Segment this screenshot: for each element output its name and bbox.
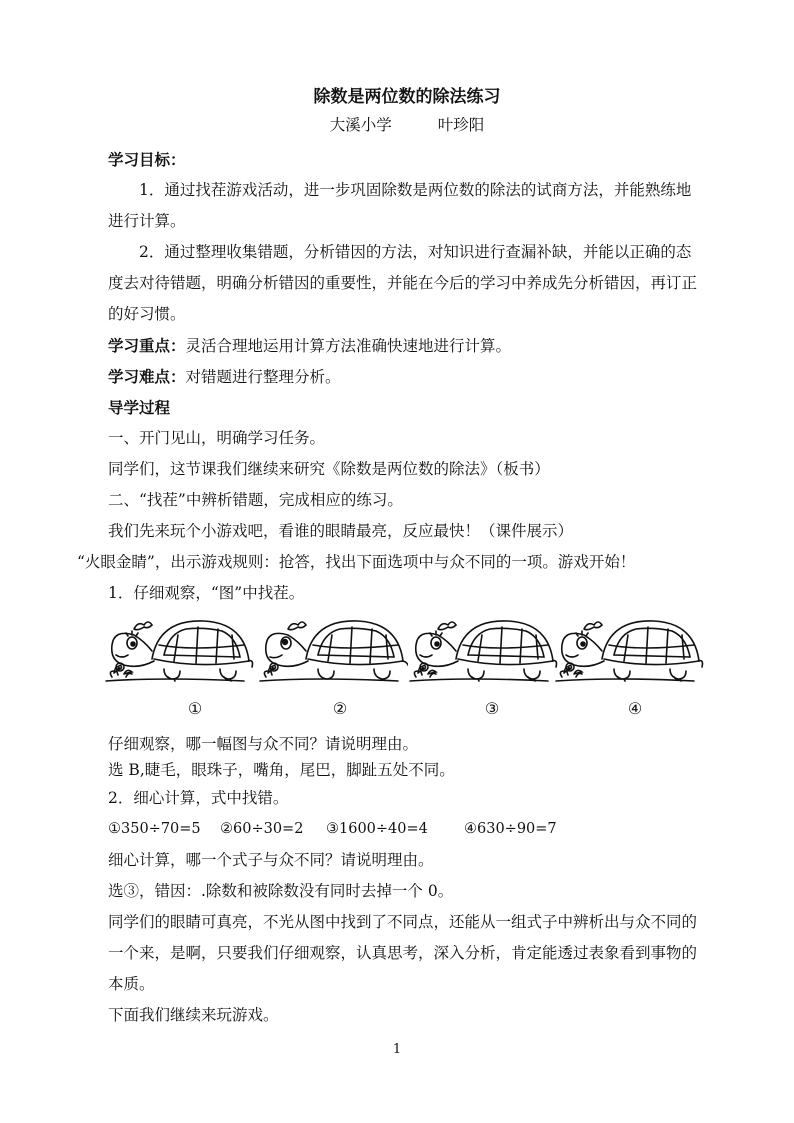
section-1-text: 同学们，这节课我们继续来研究《除数是两位数的除法》（板书） (108, 460, 550, 478)
author-name: 叶珍阳 (437, 116, 485, 134)
goal-item-2: 2．通过整理收集错题，分析错因的方法，对知识进行查漏补缺，并能以正确的态度去对待错题，明确分析错因的重要性，并能在今后的学习中养成先分析错因，再订正的好习惯。 (108, 243, 698, 323)
formula-1: ①350÷70=5 (108, 821, 201, 837)
turtle-icon-3 (408, 611, 558, 691)
difficulty-text: 对错题进行整理分析。 (185, 368, 341, 386)
task-1-answer: 选 B,睫毛，眼珠子，嘴角，尾巴，脚趾五处不同。 (108, 761, 455, 779)
author-line (108, 110, 706, 140)
section-2-heading: 二、“找茬”中辨析错题，完成相应的练习。 (108, 491, 403, 509)
task-2-question: 细心计算，哪一个式子与众不同？请说明理由。 (108, 851, 434, 869)
summary-paragraph: 同学们的眼睛可真亮，不光从图中找到了不同点，还能从一组式子中辨析出与众不同的一个来，是啊，只要我们仔细观察，认真思考，深入分析，肯定能透过表象看到事物的本质。 (108, 913, 698, 993)
task-2-answer: 选③，错因：.除数和被除数没有同时去掉一个 0。 (108, 882, 454, 900)
task-1-question: 仔细观察，哪一幅图与众不同？请说明理由。 (108, 735, 419, 753)
document-title: 除数是两位数的除法练习 (313, 87, 501, 107)
task-1-text: 1．仔细观察，“图”中找茬。 (108, 584, 305, 602)
formula-row (108, 813, 706, 845)
difficulty (108, 361, 706, 392)
turtle-icon-4 (554, 611, 704, 691)
key-point-label: 学习重点： (108, 336, 186, 355)
turtle-illustrations (108, 611, 706, 731)
task-1-heading (108, 578, 706, 609)
formula-4: ④630÷90=7 (464, 821, 557, 837)
section-1-heading: 一、开门见山，明确学习任务。 (108, 429, 326, 447)
section-2-text-1: 我们先来玩个小游戏吧，看谁的眼睛最亮，反应最快！（课件展示） (108, 522, 574, 540)
task-2-heading: 2．细心计算，式中找错。 (108, 789, 289, 807)
turtle-label-3: ③ (484, 699, 500, 718)
formula-3: ③1600÷40=4 (326, 821, 428, 837)
key-point-text: 灵活合理地运用计算方法准确快速地进行计算。 (185, 337, 512, 355)
turtle-icon-2 (258, 611, 408, 691)
formula-2: ②60÷30=2 (220, 821, 304, 837)
closing-line: 下面我们继续来玩游戏。 (108, 1006, 279, 1024)
turtle-icon-1 (104, 611, 254, 691)
page-number: 1 (392, 1042, 402, 1057)
author-school: 大溪小学 (329, 116, 392, 134)
goal-item-1: 1．通过找茬游戏活动，进一步巩固除数是两位数的除法的试商方法，并能熟练地进行计算。 (108, 181, 692, 230)
process-heading: 导学过程 (108, 398, 171, 417)
section-2-text-2: “火眼金睛”，出示游戏规则：抢答，找出下面选项中与众不同的一项。游戏开始！ (77, 553, 636, 571)
turtle-label-4: ④ (627, 699, 643, 718)
difficulty-label: 学习难点： (108, 367, 186, 386)
goals-heading: 学习目标： (108, 150, 186, 169)
turtle-label-1: ① (187, 699, 203, 718)
key-point (108, 330, 706, 361)
document-body (77, 84, 706, 1031)
turtle-label-2: ② (332, 699, 348, 718)
